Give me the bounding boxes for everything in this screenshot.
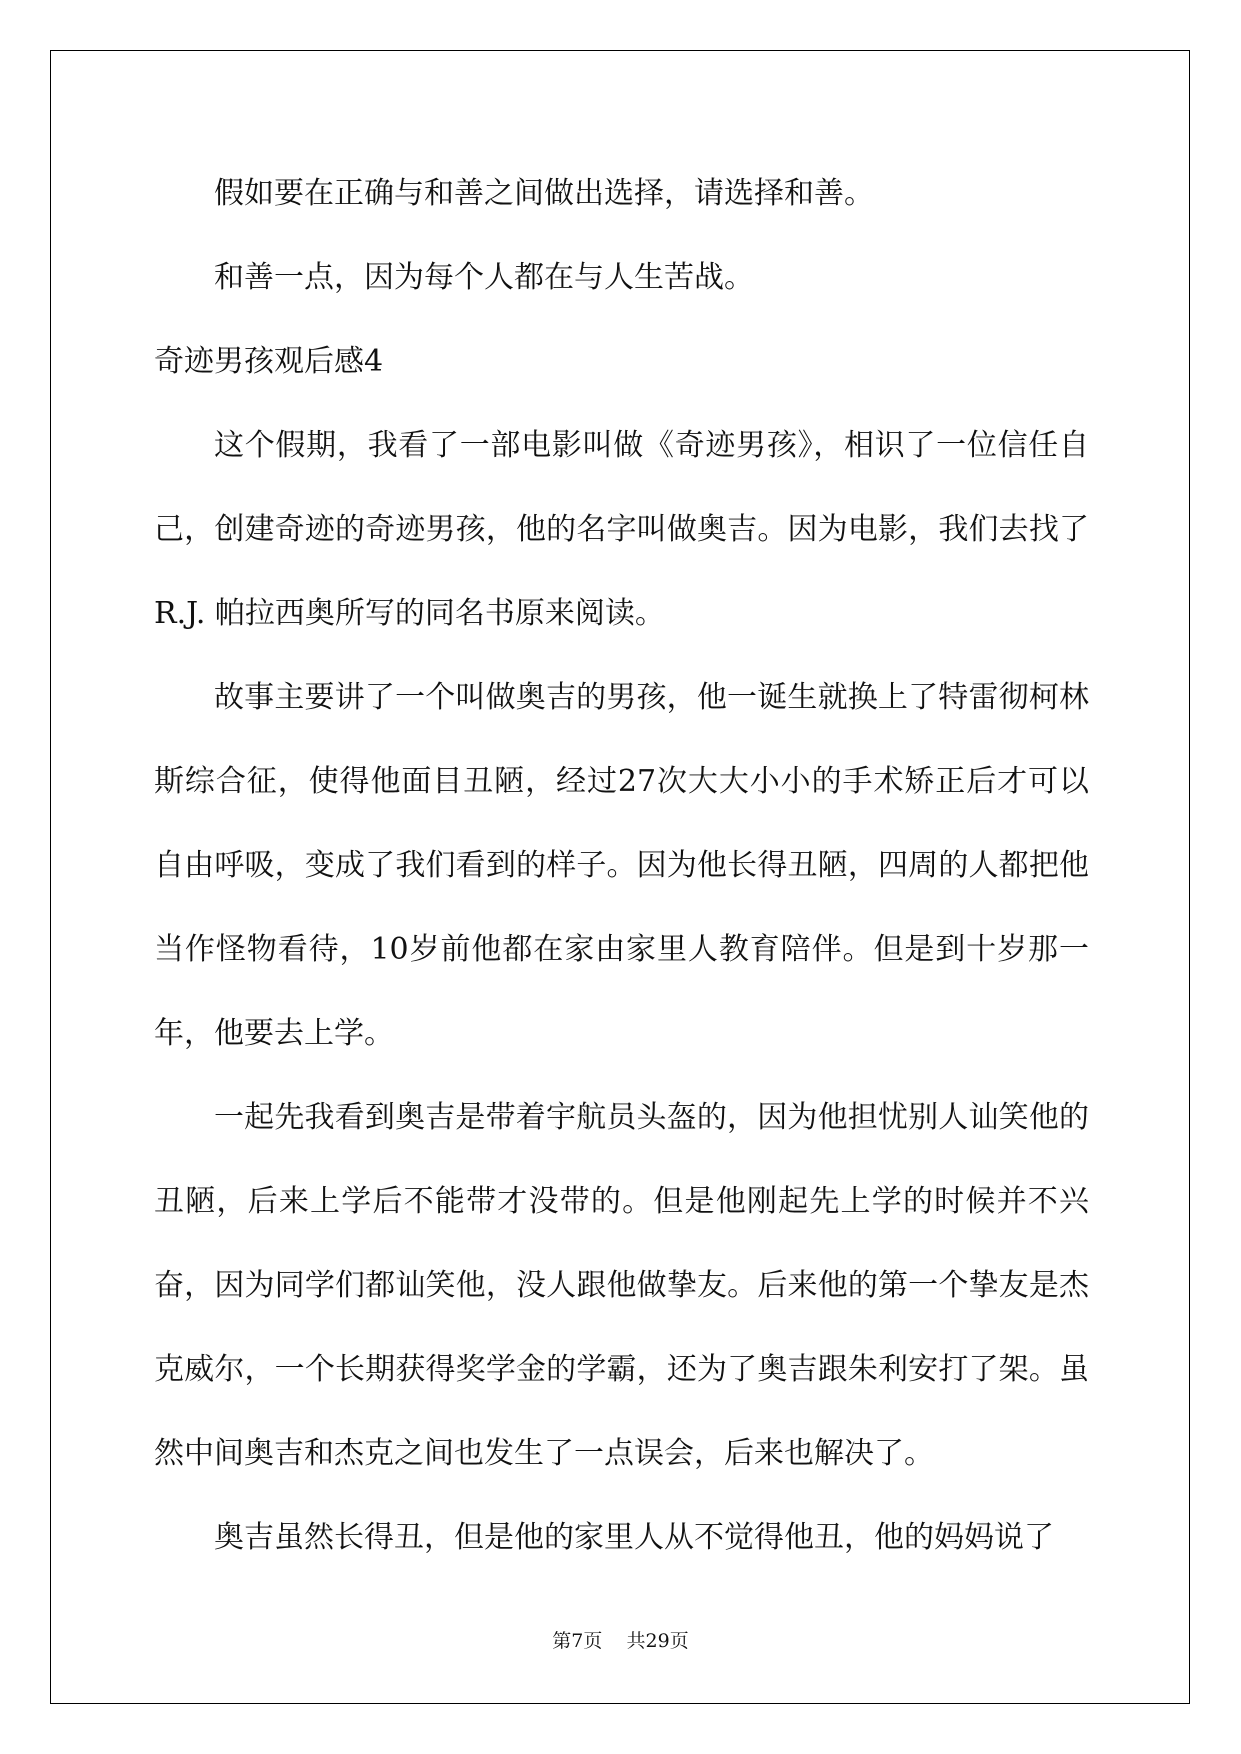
paragraph-5: 一起先我看到奥吉是带着宇航员头盔的，因为他担忧别人讪笑他的丑陋，后来上学后不能带才没带的。但是他刚起先上学的时候并不兴奋，因为同学们都讪笑他，没人跟他做挚友。后来他的第一个挚友是杰克威尔，一个长期获得奖学金的学霸，还为了奥吉跟朱利安打了架。虽然中间奥吉和杰克之间也发生了一点误会，后来也解决了。 [154,1100,1089,1471]
paragraph-1: 假如要在正确与和善之间做出选择，请选择和善。 [214,176,874,211]
document-body [154,152,1089,1580]
page-footer [0,1626,1241,1653]
paragraph-4: 故事主要讲了一个叫做奥吉的男孩，他一诞生就换上了特雷彻柯林斯综合征，使得他面目丑陋，经过27次大大小小的手术矫正后才可以自由呼吸，变成了我们看到的样子。因为他长得丑陋，四周的人都把他当作怪物看待，10岁前他都在家由家里人教育陪伴。但是到十岁那一年，他要去上学。 [154,680,1089,1051]
page-total: 共29页 [626,1630,689,1652]
section-heading: 奇迹男孩观后感4 [154,344,384,379]
page-number: 第7页 [552,1630,603,1652]
paragraph-3: 这个假期，我看了一部电影叫做《奇迹男孩》，相识了一位信任自己，创建奇迹的奇迹男孩，他的名字叫做奥吉。因为电影，我们去找了R.J. 帕拉西奥所写的同名书原来阅读。 [154,428,1089,631]
paragraph-2: 和善一点，因为每个人都在与人生苦战。 [214,260,754,295]
paragraph-6: 奥吉虽然长得丑，但是他的家里人从不觉得他丑，他的妈妈说了 [214,1520,1054,1555]
